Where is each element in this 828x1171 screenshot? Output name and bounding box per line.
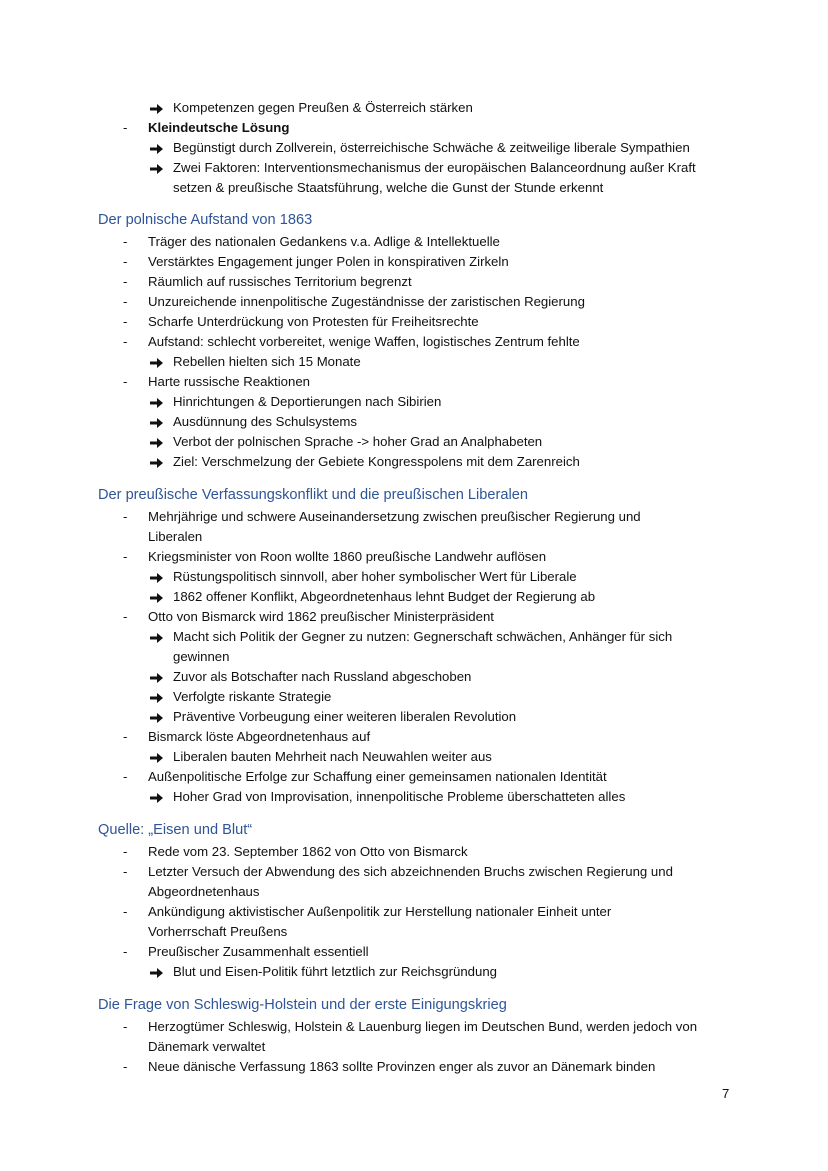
list-item: Kompetenzen gegen Preußen & Österreich stärken [173, 100, 473, 115]
bullet-dash: - [123, 549, 128, 564]
arrow-icon [150, 417, 164, 429]
arrow-icon [150, 457, 164, 469]
list-item: Verfolgte riskante Strategie [173, 689, 332, 704]
list-item: Macht sich Politik der Gegner zu nutzen: Gegnerschaft schwächen, Anhänger für sich [173, 629, 673, 644]
bullet-dash: - [123, 609, 128, 624]
list-item-continuation: Liberalen [148, 529, 203, 544]
arrow-icon [150, 967, 164, 979]
list-item: 1862 offener Konflikt, Abgeordnetenhaus lehnt Budget der Regierung ab [173, 589, 596, 604]
list-item: Räumlich auf russisches Territorium begrenzt [148, 274, 412, 289]
list-item-heading: Kleindeutsche Lösung [148, 120, 290, 135]
arrow-icon [150, 572, 164, 584]
arrow-icon [150, 143, 164, 155]
arrow-icon [150, 712, 164, 724]
list-item: Kriegsminister von Roon wollte 1860 preußische Landwehr auflösen [148, 549, 547, 564]
list-item: Liberalen bauten Mehrheit nach Neuwahlen weiter aus [173, 749, 492, 764]
list-item: Letzter Versuch der Abwendung des sich abzeichnenden Bruchs zwischen Regierung und [148, 864, 673, 879]
list-item: Außenpolitische Erfolge zur Schaffung einer gemeinsamen nationalen Identität [148, 769, 607, 784]
arrow-icon [150, 672, 164, 684]
arrow-icon [150, 103, 164, 115]
bullet-dash: - [123, 944, 128, 959]
list-item: Unzureichende innenpolitische Zugeständnisse der zaristischen Regierung [148, 294, 585, 309]
list-item: Neue dänische Verfassung 1863 sollte Provinzen enger als zuvor an Dänemark binden [148, 1059, 656, 1074]
bullet-dash: - [123, 374, 128, 389]
bullet-dash: - [123, 254, 128, 269]
list-item: Zuvor als Botschafter nach Russland abgeschoben [173, 669, 472, 684]
list-item: Verbot der polnischen Sprache -> hoher Grad an Analphabeten [173, 434, 543, 449]
arrow-icon [150, 163, 164, 175]
list-item: Aufstand: schlecht vorbereitet, wenige Waffen, logistisches Zentrum fehlte [148, 334, 580, 349]
list-item: Blut und Eisen-Politik führt letztlich zur Reichsgründung [173, 964, 497, 979]
list-item: Begünstigt durch Zollverein, österreichische Schwäche & zeitweilige liberale Sympathien [173, 140, 690, 155]
list-item-continuation: Dänemark verwaltet [148, 1039, 266, 1054]
arrow-icon [150, 692, 164, 704]
list-item: Mehrjährige und schwere Auseinandersetzung zwischen preußischer Regierung und [148, 509, 641, 524]
list-item: Zwei Faktoren: Interventionsmechanismus der europäischen Balanceordnung außer Kraft [173, 160, 696, 175]
section-heading-source: Quelle: „Eisen und Blut“ [98, 822, 253, 838]
bullet-dash: - [123, 864, 128, 879]
bullet-dash: - [123, 314, 128, 329]
section-heading-prussian-conflict: Der preußische Verfassungskonflikt und die preußischen Liberalen [98, 487, 528, 503]
arrow-icon [150, 752, 164, 764]
list-item-continuation: Abgeordnetenhaus [148, 884, 260, 899]
bullet-dash: - [123, 334, 128, 349]
arrow-icon [150, 357, 164, 369]
bullet-dash: - [123, 1059, 128, 1074]
list-item-continuation: gewinnen [173, 649, 230, 664]
bullet-dash: - [123, 769, 128, 784]
section-heading-polish-uprising: Der polnische Aufstand von 1863 [98, 212, 313, 228]
list-item: Rebellen hielten sich 15 Monate [173, 354, 361, 369]
bullet-dash: - [123, 120, 128, 135]
list-item-continuation: Vorherrschaft Preußens [148, 924, 288, 939]
list-item: Ziel: Verschmelzung der Gebiete Kongresspolens mit dem Zarenreich [173, 454, 580, 469]
list-item: Otto von Bismarck wird 1862 preußischer Ministerpräsident [148, 609, 494, 624]
list-item-continuation: setzen & preußische Staatsführung, welche die Gunst der Stunde erkennt [173, 180, 604, 195]
bullet-dash: - [123, 904, 128, 919]
list-item: Herzogtümer Schleswig, Holstein & Lauenburg liegen im Deutschen Bund, werden jedoch von [148, 1019, 698, 1034]
bullet-dash: - [123, 1019, 128, 1034]
section-heading-schleswig-holstein: Die Frage von Schleswig-Holstein und der erste Einigungskrieg [98, 997, 507, 1013]
list-item: Rüstungspolitisch sinnvoll, aber hoher symbolischer Wert für Liberale [173, 569, 577, 584]
arrow-icon [150, 792, 164, 804]
list-item: Träger des nationalen Gedankens v.a. Adlige & Intellektuelle [148, 234, 500, 249]
list-item: Ausdünnung des Schulsystems [173, 414, 358, 429]
bullet-dash: - [123, 234, 128, 249]
arrow-icon [150, 397, 164, 409]
list-item: Hoher Grad von Improvisation, innenpolitische Probleme überschatteten alles [173, 789, 626, 804]
arrow-icon [150, 437, 164, 449]
bullet-dash: - [123, 274, 128, 289]
bullet-dash: - [123, 294, 128, 309]
list-item: Ankündigung aktivistischer Außenpolitik zur Herstellung nationaler Einheit unter [148, 904, 612, 919]
list-item: Präventive Vorbeugung einer weiteren liberalen Revolution [173, 709, 517, 724]
list-item: Rede vom 23. September 1862 von Otto von Bismarck [148, 844, 468, 859]
list-item: Hinrichtungen & Deportierungen nach Sibirien [173, 394, 442, 409]
list-item: Harte russische Reaktionen [148, 374, 310, 389]
list-item: Bismarck löste Abgeordnetenhaus auf [148, 729, 371, 744]
arrow-icon [150, 592, 164, 604]
bullet-dash: - [123, 509, 128, 524]
list-item: Preußischer Zusammenhalt essentiell [148, 944, 369, 959]
bullet-dash: - [123, 729, 128, 744]
arrow-icon [150, 632, 164, 644]
list-item: Verstärktes Engagement junger Polen in konspirativen Zirkeln [148, 254, 509, 269]
list-item: Scharfe Unterdrückung von Protesten für Freiheitsrechte [148, 314, 479, 329]
page-number: 7 [722, 1086, 730, 1101]
bullet-dash: - [123, 844, 128, 859]
